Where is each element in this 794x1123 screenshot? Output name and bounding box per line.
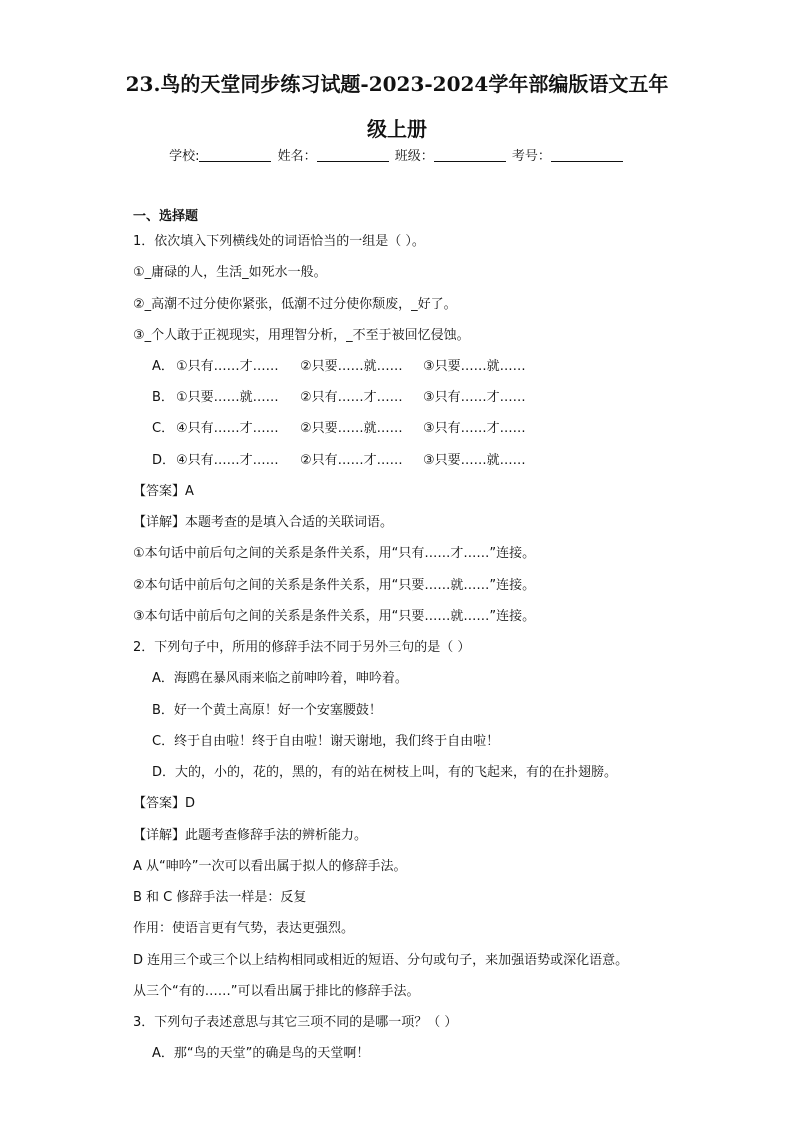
q1-answer: 【答案】A	[133, 484, 194, 499]
q1-sentence-2: ②_高潮不过分使你紧张，低潮不过分使你颓废，_好了。	[133, 297, 457, 312]
q2-explanation-3: 作用：使语言更有气势，表达更强烈。	[133, 921, 355, 936]
option-part: ③只要……就……	[423, 453, 526, 468]
document-title-line2: 级上册	[367, 117, 427, 141]
school-blank[interactable]	[199, 147, 271, 162]
q1-sentence-1: ①_庸碌的人，生活_如死水一般。	[133, 265, 327, 280]
q2-option-b[interactable]: B．好一个黄土高原！好一个安塞腰鼓！	[152, 703, 382, 718]
q2-option-a[interactable]: A．海鸥在暴风雨来临之前呻吟着，呻吟着。	[152, 671, 408, 686]
name-blank[interactable]	[317, 147, 389, 162]
option-part: ①只要……就……	[176, 390, 279, 405]
option-part: ③只要……就……	[423, 359, 526, 374]
section-heading: 一、选择题	[133, 209, 199, 224]
option-label: C．	[152, 421, 175, 436]
q2-detail: 【详解】此题考查修辞手法的辨析能力。	[133, 828, 368, 843]
document-title-line1: 23.鸟的天堂同步练习试题-2023-2024学年部编版语文五年	[125, 72, 669, 96]
q1-sentence-3: ③_个人敢于正视现实，用理智分析，_不至于被回忆侵蚀。	[133, 328, 470, 343]
option-label: D．	[152, 453, 176, 468]
school-label: 学校:	[169, 149, 200, 164]
option-label: B．	[152, 390, 174, 405]
q2-option-c[interactable]: C．终于自由啦！终于自由啦！谢天谢地，我们终于自由啦！	[152, 734, 500, 749]
name-label: 姓名：	[277, 149, 317, 164]
option-part: ①只有……才……	[176, 359, 279, 374]
option-part: ②只要……就……	[300, 359, 403, 374]
q2-explanation-2: B 和 C 修辞手法一样是：反复	[133, 890, 307, 905]
q3-stem: 3．下列句子表述意思与其它三项不同的是哪一项？（ ）	[133, 1015, 458, 1030]
exam-no-label: 考号：	[511, 149, 551, 164]
q1-detail: 【详解】本题考查的是填入合适的关联词语。	[133, 515, 394, 530]
q2-explanation-5: 从三个“有的……”可以看出属于排比的修辞手法。	[133, 984, 420, 999]
q3-option-a[interactable]: A．那“鸟的天堂”的确是鸟的天堂啊！	[152, 1046, 370, 1061]
option-part: ③只有……才……	[423, 390, 526, 405]
q1-explanation-1: ①本句话中前后句之间的关系是条件关系，用“只有……才……”连接。	[133, 546, 536, 561]
option-part: ③只有……才……	[423, 421, 526, 436]
class-blank[interactable]	[434, 147, 506, 162]
q2-stem: 2．下列句子中，所用的修辞手法不同于另外三句的是（ ）	[133, 640, 471, 655]
option-part: ②只有……才……	[300, 390, 403, 405]
q2-explanation-4: D 连用三个或三个以上结构相同或相近的短语、分句或句子，来加强语势或深化语意。	[133, 953, 629, 968]
option-part: ②只要……就……	[300, 421, 403, 436]
option-part: ④只有……才……	[176, 421, 279, 436]
option-part: ④只有……才……	[176, 453, 279, 468]
class-label: 班级：	[394, 149, 434, 164]
option-label: A．	[152, 359, 174, 374]
q2-answer: 【答案】D	[133, 796, 196, 811]
q2-option-d[interactable]: D．大的，小的，花的，黑的，有的站在树枝上叫，有的飞起来，有的在扑翅膀。	[152, 765, 618, 780]
q1-explanation-2: ②本句话中前后句之间的关系是条件关系，用“只要……就……”连接。	[133, 578, 536, 593]
q2-explanation-1: A 从“呻吟”一次可以看出属于拟人的修辞手法。	[133, 859, 407, 874]
q1-explanation-3: ③本句话中前后句之间的关系是条件关系，用“只要……就……”连接。	[133, 609, 536, 624]
student-info-row	[0, 145, 794, 164]
q1-stem: 1．依次填入下列横线处的词语恰当的一组是（ ）。	[133, 234, 425, 249]
option-part: ②只有……才……	[300, 453, 403, 468]
exam-no-blank[interactable]	[551, 147, 623, 162]
